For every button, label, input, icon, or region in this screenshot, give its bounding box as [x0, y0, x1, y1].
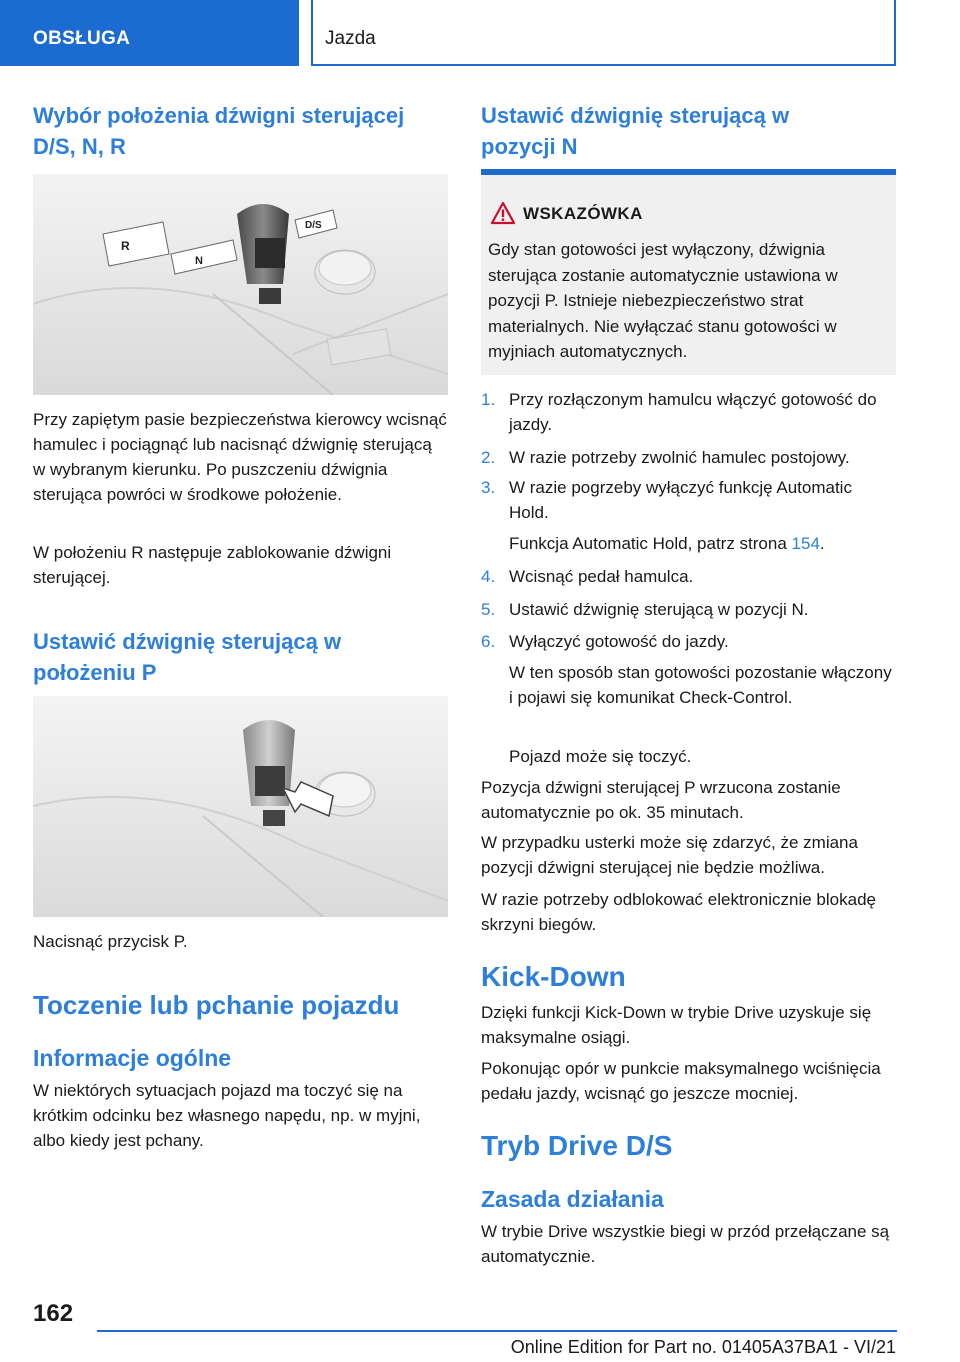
paragraph-press-p: Nacisnąć przycisk P.	[33, 932, 188, 951]
note-dot: .	[819, 534, 825, 553]
list-number: 1.	[481, 390, 496, 409]
label-ds: D/S	[305, 220, 322, 231]
list-text: Wyłączyć gotowość do jazdy.	[509, 632, 729, 651]
list-number: 2.	[481, 448, 496, 467]
paragraph-principle: W trybie Drive wszystkie biegi w przód przełączane są automatycznie.	[481, 1222, 890, 1266]
list-item	[481, 387, 896, 437]
list-text: W razie pogrzeby wyłączyć funkcję Automatic Hold.	[509, 478, 852, 522]
paragraph-kickdown-1: Dzięki funkcji Kick-Down w trybie Drive uzyskuje się maksymalne osiągi.	[481, 1003, 872, 1047]
heading-select-position: Wybór położenia dźwigni sterującej D/S, N, R	[33, 103, 405, 159]
paragraph-select-1: Przy zapiętym pasie bezpieczeństwa kierowcy wcisnąć hamulec i pociągnąć lub nacisnąć dźwignię sterującą w wybranym kierunku. Po puszczeniu dźwignia sterująca powróci w środkowe położenie.	[33, 410, 447, 504]
note-text: W ten sposób stan gotowości pozostanie włączony i pojawi się komunikat Check-Control.	[509, 663, 892, 707]
warning-box	[481, 169, 896, 375]
chapter-title: Jazda	[325, 28, 376, 49]
heading-principle: Zasada działania	[481, 1186, 664, 1212]
heading-position-p: Ustawić dźwignię sterującą w położeniu P	[33, 629, 342, 685]
heading-position-n: Ustawić dźwignię sterującą w pozycji N	[481, 103, 790, 159]
warning-icon	[490, 201, 516, 225]
list-text: W razie potrzeby zwolnić hamulec postojowy.	[509, 448, 850, 467]
label-r: R	[121, 239, 130, 253]
page-link[interactable]: 154	[791, 534, 820, 553]
heading-drive-mode: Tryb Drive D/S	[481, 1130, 673, 1161]
list-text: Wcisnąć pedał hamulca.	[509, 567, 694, 586]
paragraph-auto-p: Pozycja dźwigni sterującej P wrzucona zostanie automatycznie po ok. 35 minutach.	[481, 778, 841, 822]
heading-rolling: Toczenie lub pchanie pojazdu	[33, 990, 400, 1020]
note-text: Pojazd może się toczyć.	[509, 747, 692, 766]
list-number: 4.	[481, 567, 496, 586]
list-number: 5.	[481, 600, 496, 619]
warning-text: Gdy stan gotowości jest wyłączony, dźwignia sterująca zostanie automatycznie ustawiona w pozycji P. Istnieje niebezpieczeństwo strat materialnych. Nie wyłączać stanu gotowości w myjniach automatycznych.	[488, 240, 838, 361]
warning-title: WSKAZÓWKA	[523, 204, 643, 223]
paragraph-select-2: W położeniu R następuje zablokowanie dźwigni sterującej.	[33, 543, 392, 587]
page-number: 162	[33, 1300, 74, 1327]
park-button-image	[33, 696, 448, 917]
paragraph-fault: W przypadku usterki może się zdarzyć, że zmiana pozycji dźwigni sterującej nie będzie możliwa.	[481, 833, 858, 877]
list-text: Ustawić dźwignię sterującą w pozycji N.	[509, 600, 809, 619]
chapter-tab	[311, 0, 896, 66]
paragraph-unlock: W razie potrzeby odblokować elektronicznie blokadę skrzyni biegów.	[481, 890, 876, 934]
heading-kickdown: Kick-Down	[481, 961, 626, 992]
footer-edition: Online Edition for Part no. 01405A37BA1 - VI/21	[510, 1337, 896, 1357]
list-text: Przy rozłączonym hamulcu włączyć gotowość do jazdy.	[509, 390, 877, 434]
paragraph-general-info: W niektórych sytuacjach pojazd ma toczyć się na krótkim odcinku bez własnego napędu, np. w myjni, albo kiedy jest pchany.	[33, 1081, 421, 1150]
footer-divider	[97, 1330, 897, 1332]
label-n: N	[195, 255, 203, 267]
note-text: Funkcja Automatic Hold, patrz strona	[509, 534, 787, 553]
section-tab	[0, 0, 299, 66]
gear-selector-image	[33, 174, 448, 395]
list-number: 3.	[481, 478, 496, 497]
heading-general-info: Informacje ogólne	[33, 1045, 232, 1071]
paragraph-kickdown-2: Pokonując opór w punkcie maksymalnego wciśnięcia pedału jazdy, wcisnąć go jeszcze mocniej.	[481, 1059, 881, 1103]
list-number: 6.	[481, 632, 496, 651]
section-title: OBSŁUGA	[33, 28, 131, 49]
